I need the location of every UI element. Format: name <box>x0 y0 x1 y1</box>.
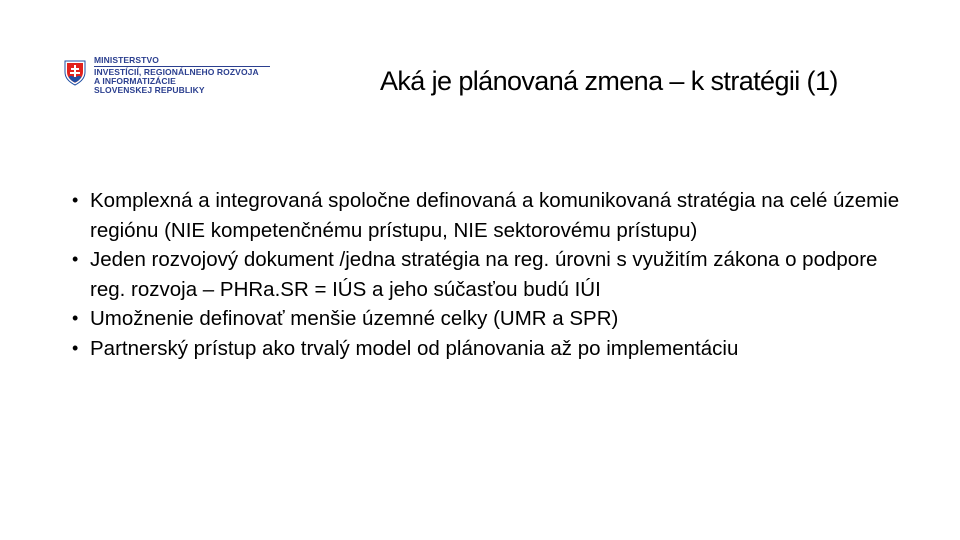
slovak-coat-of-arms-icon <box>64 60 86 86</box>
logo-line-4: SLOVENSKEJ REPUBLIKY <box>94 85 205 95</box>
logo-line-1: MINISTERSTVO <box>94 55 159 65</box>
bullet-item <box>72 245 902 304</box>
bullet-icon: • <box>72 337 79 358</box>
logo-text <box>94 56 274 95</box>
bullet-icon: • <box>72 190 79 210</box>
bullet-item <box>72 304 902 334</box>
bullet-icon: • <box>72 308 79 328</box>
slide-body <box>72 186 902 363</box>
logo-line-3: A INFORMATIZÁCIE <box>94 76 176 86</box>
slide-title: Aká je plánovaná zmena – k stratégii (1) <box>380 66 838 96</box>
bullet-text: Partnerský prístup ako trvalý model od plánovania až po implementáciu <box>90 336 739 360</box>
bullet-list <box>72 186 902 363</box>
logo-line-2: INVESTÍCIÍ, REGIONÁLNEHO ROZVOJA <box>94 67 259 77</box>
bullet-text: Komplexná a integrovaná spoločne definovaná a komunikovaná stratégia na celé územie regiónu (NIE kompetenčnému prístupu, NIE sektorovému prístupu) <box>90 189 900 242</box>
bullet-icon: • <box>72 249 79 269</box>
bullet-item <box>72 334 902 364</box>
bullet-text: Jeden rozvojový dokument /jedna stratégia na reg. úrovni s využitím zákona o podpore reg. rozvoja – PHRa.SR = IÚS a jeho súčasťou budú IÚI <box>90 248 878 301</box>
bullet-text: Umožnenie definovať menšie územné celky (UMR a SPR) <box>90 307 619 330</box>
ministry-logo <box>64 56 274 100</box>
bullet-item <box>72 186 902 245</box>
